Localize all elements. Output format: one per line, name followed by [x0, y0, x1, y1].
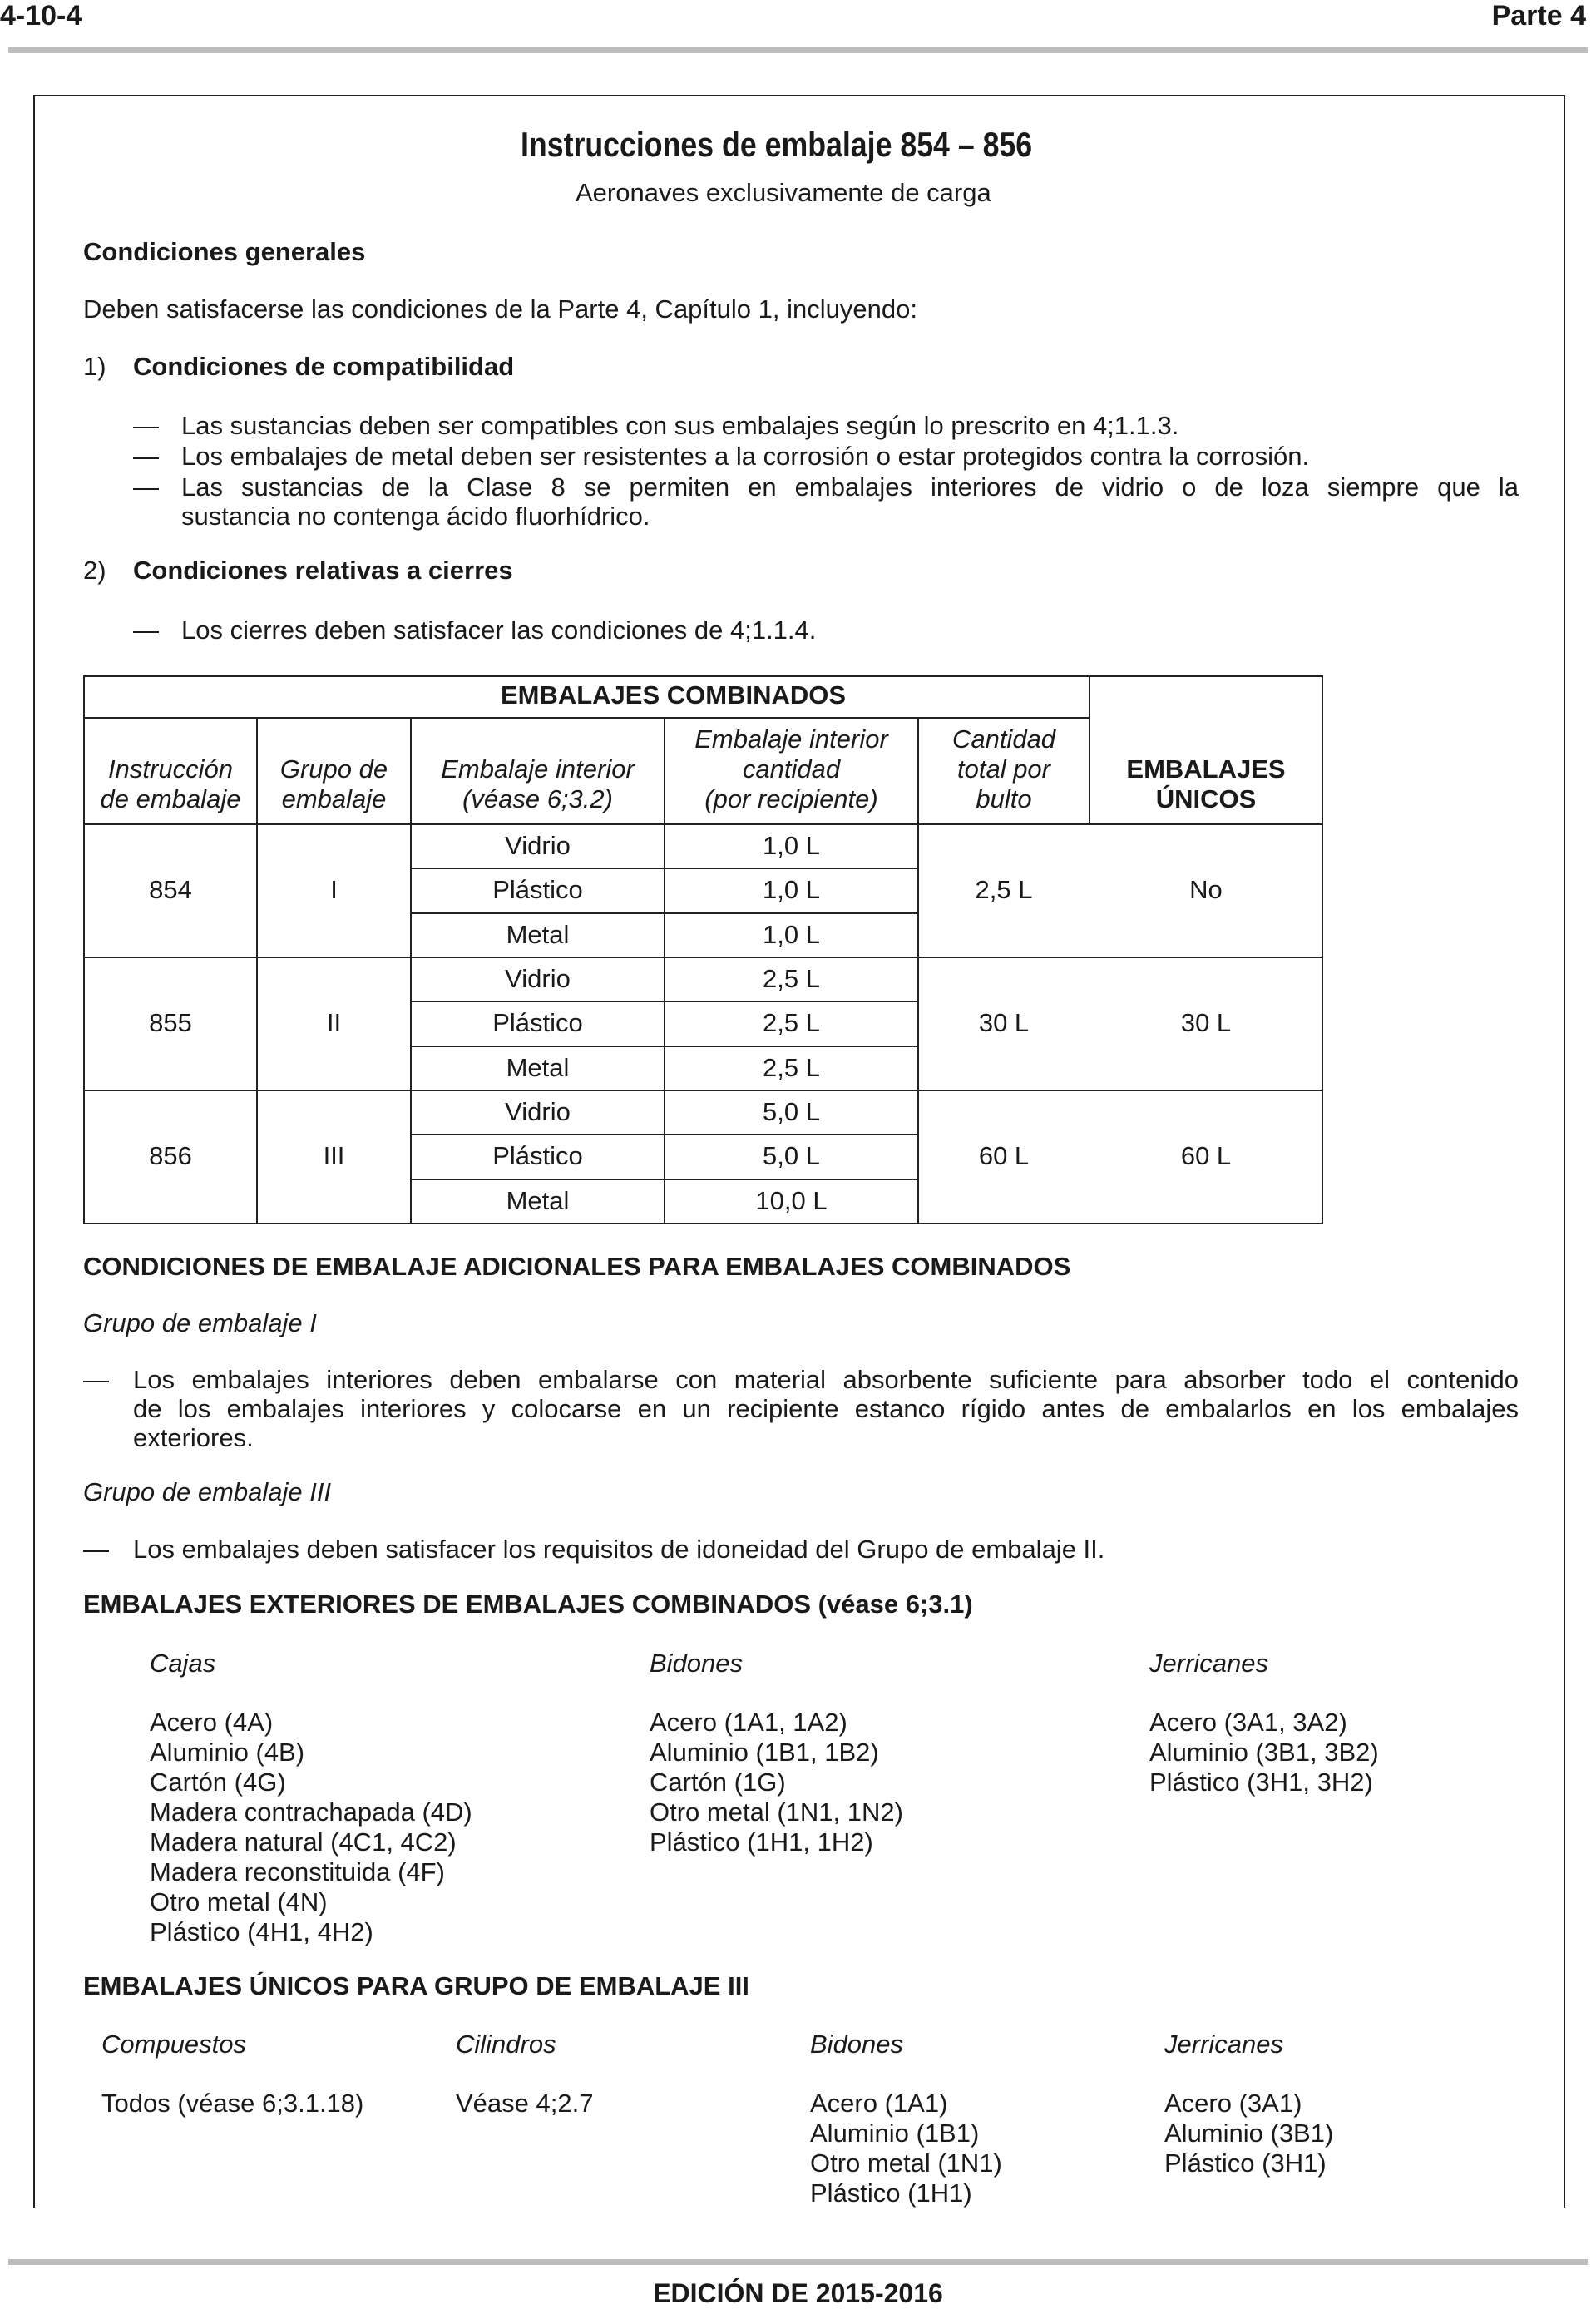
col-title: Jerricanes [1164, 2030, 1283, 2059]
bullet-dash: — [133, 616, 159, 645]
list-item: Acero (3A1) [1164, 2089, 1302, 2118]
row-854-single: No [1189, 875, 1223, 904]
th-inner-2: (véase 6;3.2) [462, 784, 613, 813]
row-854-inner-material: Plástico [492, 875, 583, 904]
section2-number: 2) [83, 556, 106, 585]
list-item: Aluminio (1B1) [810, 2119, 980, 2148]
th-inner-1: Embalaje interior [441, 754, 635, 784]
list-item: Madera natural (4C1, 4C2) [150, 1827, 457, 1857]
page-subtitle: Aeronaves exclusivamente de carga [576, 178, 991, 207]
th-instruction-2: de embalaje [100, 784, 241, 813]
row-854-total: 2,5 L [975, 875, 1033, 904]
list-item: Aluminio (1B1, 1B2) [650, 1738, 879, 1767]
row-855-inner-qty: 2,5 L [763, 1008, 820, 1037]
row-856-single: 60 L [1180, 1141, 1232, 1170]
list-item: Plástico (1H1) [810, 2178, 972, 2208]
list-item: Otro metal (1N1, 1N2) [650, 1797, 903, 1827]
s1-item-2: Los embalajes de metal deben ser resistentes a la corrosión o estar protegidos contra la corrosión. [181, 442, 1310, 471]
top-rule [8, 47, 1588, 53]
page-title: Instrucciones de embalaje 854 – 856 [521, 125, 1033, 164]
combined-packaging-header: EMBALAJES COMBINADOS [500, 680, 847, 710]
outer-col-jerricans [1149, 1649, 1379, 1797]
single-col-jerricans [1164, 2030, 1333, 2178]
list-item: Plástico (4H1, 4H2) [150, 1917, 373, 1946]
section1-number: 1) [83, 352, 106, 381]
page-number: 4-10-4 [0, 0, 82, 32]
col-title: Compuestos [101, 2030, 247, 2059]
list-item: Plástico (3H1) [1164, 2148, 1327, 2178]
group-i-label: Grupo de embalaje I [83, 1308, 317, 1337]
col-title: Bidones [810, 2030, 904, 2059]
row-856-inner-qty: 5,0 L [763, 1097, 820, 1126]
bullet-dash: — [83, 1365, 109, 1394]
list-item: Aluminio (3B1) [1164, 2119, 1334, 2148]
list-item: Todos (véase 6;3.1.18) [101, 2089, 364, 2118]
s1-item-1: Las sustancias deben ser compatibles con sus embalajes según lo prescrito en 4;1.1.3. [181, 411, 1179, 440]
list-item: Otro metal (1N1) [810, 2148, 1002, 2178]
row-854-inner-qty: 1,0 L [763, 875, 820, 904]
row-855-inner-qty: 2,5 L [763, 1053, 820, 1082]
row-855-instruction: 855 [149, 1008, 192, 1037]
col-title: Cajas [150, 1649, 216, 1678]
row-854-instruction: 854 [149, 875, 192, 904]
row-855-single: 30 L [1180, 1008, 1232, 1037]
single-packagings-heading: EMBALAJES ÚNICOS PARA GRUPO DE EMBALAJE III [83, 1971, 749, 2000]
th-single-2: ÚNICOS [1155, 784, 1257, 813]
row-856-inner-qty: 5,0 L [763, 1141, 820, 1170]
list-item: Plástico (3H1, 3H2) [1149, 1768, 1373, 1797]
list-item: Otro metal (4N) [150, 1887, 328, 1916]
row-856-instruction: 856 [149, 1141, 192, 1170]
row-856-group: III [323, 1141, 345, 1170]
edition-footer: EDICIÓN DE 2015-2016 [653, 2278, 943, 2308]
bullet-dash: — [133, 442, 159, 471]
single-col-drums [810, 2030, 1002, 2208]
col-title: Cilindros [456, 2030, 556, 2059]
general-heading: Condiciones generales [83, 237, 366, 266]
list-item: Madera contrachapada (4D) [150, 1797, 472, 1827]
row-854-inner-material: Metal [506, 920, 570, 949]
row-854-inner-qty: 1,0 L [763, 831, 820, 860]
outer-packagings-heading: EMBALAJES EXTERIORES DE EMBALAJES COMBINADOS (véase 6;3.1) [83, 1590, 973, 1619]
bullet-dash: — [133, 411, 159, 440]
col-title: Jerricanes [1149, 1649, 1268, 1678]
group-i-text-3: exteriores. [133, 1423, 254, 1452]
row-855-inner-qty: 2,5 L [763, 964, 820, 993]
bullet-dash: — [133, 472, 159, 502]
s1-item-3-cont: sustancia no contenga ácido fluorhídrico. [181, 502, 650, 531]
additional-heading: CONDICIONES DE EMBALAJE ADICIONALES PARA EMBALAJES COMBINADOS [83, 1252, 1071, 1281]
outer-col-boxes [150, 1649, 472, 1947]
list-item: Acero (1A1) [810, 2089, 948, 2118]
row-856-inner-qty: 10,0 L [755, 1186, 828, 1215]
list-item: Aluminio (3B1, 3B2) [1149, 1738, 1379, 1767]
th-total-2: total por [956, 754, 1050, 784]
th-total-1: Cantidad [951, 724, 1056, 754]
row-856-inner-material: Metal [506, 1186, 570, 1215]
bullet-dash: — [83, 1535, 109, 1564]
row-855-inner-material: Plástico [492, 1008, 583, 1037]
th-qty-1: Embalaje interior [694, 724, 888, 754]
row-854-inner-qty: 1,0 L [763, 920, 820, 949]
list-item: Plástico (1H1, 1H2) [650, 1827, 873, 1857]
row-856-inner-material: Plástico [492, 1141, 583, 1170]
bottom-rule [8, 2259, 1588, 2265]
group-iii-text: Los embalajes deben satisfacer los requisitos de idoneidad del Grupo de embalaje II. [133, 1535, 1105, 1564]
single-col-composites [101, 2030, 363, 2119]
th-qty-3: (por recipiente) [704, 784, 878, 813]
th-instruction-1: Instrucción [108, 754, 233, 784]
row-856-total: 60 L [978, 1141, 1030, 1170]
th-single-1: EMBALAJES [1126, 754, 1286, 784]
row-855-total: 30 L [978, 1008, 1030, 1037]
single-col-cylinders [456, 2030, 593, 2119]
row-855-inner-material: Vidrio [505, 964, 571, 993]
s1-item-3: Las sustancias de la Clase 8 se permiten en embalajes interiores de vidrio o de loza siempre que la [181, 472, 1519, 502]
general-intro: Deben satisfacerse las condiciones de la Parte 4, Capítulo 1, incluyendo: [83, 294, 917, 324]
list-item: Madera reconstituida (4F) [150, 1857, 445, 1886]
part-label: Parte 4 [1491, 0, 1586, 32]
th-qty-2: cantidad [742, 754, 841, 784]
row-856-inner-material: Vidrio [505, 1097, 571, 1126]
section2-title: Condiciones relativas a cierres [133, 556, 513, 585]
section1-title: Condiciones de compatibilidad [133, 352, 515, 381]
outer-col-drums [650, 1649, 903, 1857]
row-854-inner-material: Vidrio [505, 831, 571, 860]
col-title: Bidones [650, 1649, 744, 1678]
s2-item-1: Los cierres deben satisfacer las condiciones de 4;1.1.4. [181, 616, 817, 645]
th-total-3: bulto [976, 784, 1032, 813]
th-group-2: embalaje [281, 784, 387, 813]
row-855-inner-material: Metal [506, 1053, 570, 1082]
list-item: Véase 4;2.7 [456, 2089, 594, 2118]
list-item: Acero (1A1, 1A2) [650, 1708, 847, 1737]
list-item: Cartón (1G) [650, 1768, 786, 1797]
th-group-1: Grupo de [279, 754, 388, 784]
list-item: Cartón (4G) [150, 1768, 286, 1797]
group-i-text-2: de los embalajes interiores y colocarse en un recipiente estanco rígido antes de embalarlos en los embalajes [133, 1394, 1519, 1423]
list-item: Acero (4A) [150, 1708, 274, 1737]
group-i-text-1: Los embalajes interiores deben embalarse con material absorbente suficiente para absorber todo el contenido [133, 1365, 1519, 1394]
row-854-group: I [330, 875, 338, 904]
list-item: Acero (3A1, 3A2) [1149, 1708, 1347, 1737]
row-855-group: II [326, 1008, 342, 1037]
list-item: Aluminio (4B) [150, 1738, 305, 1767]
group-iii-label: Grupo de embalaje III [83, 1477, 332, 1506]
